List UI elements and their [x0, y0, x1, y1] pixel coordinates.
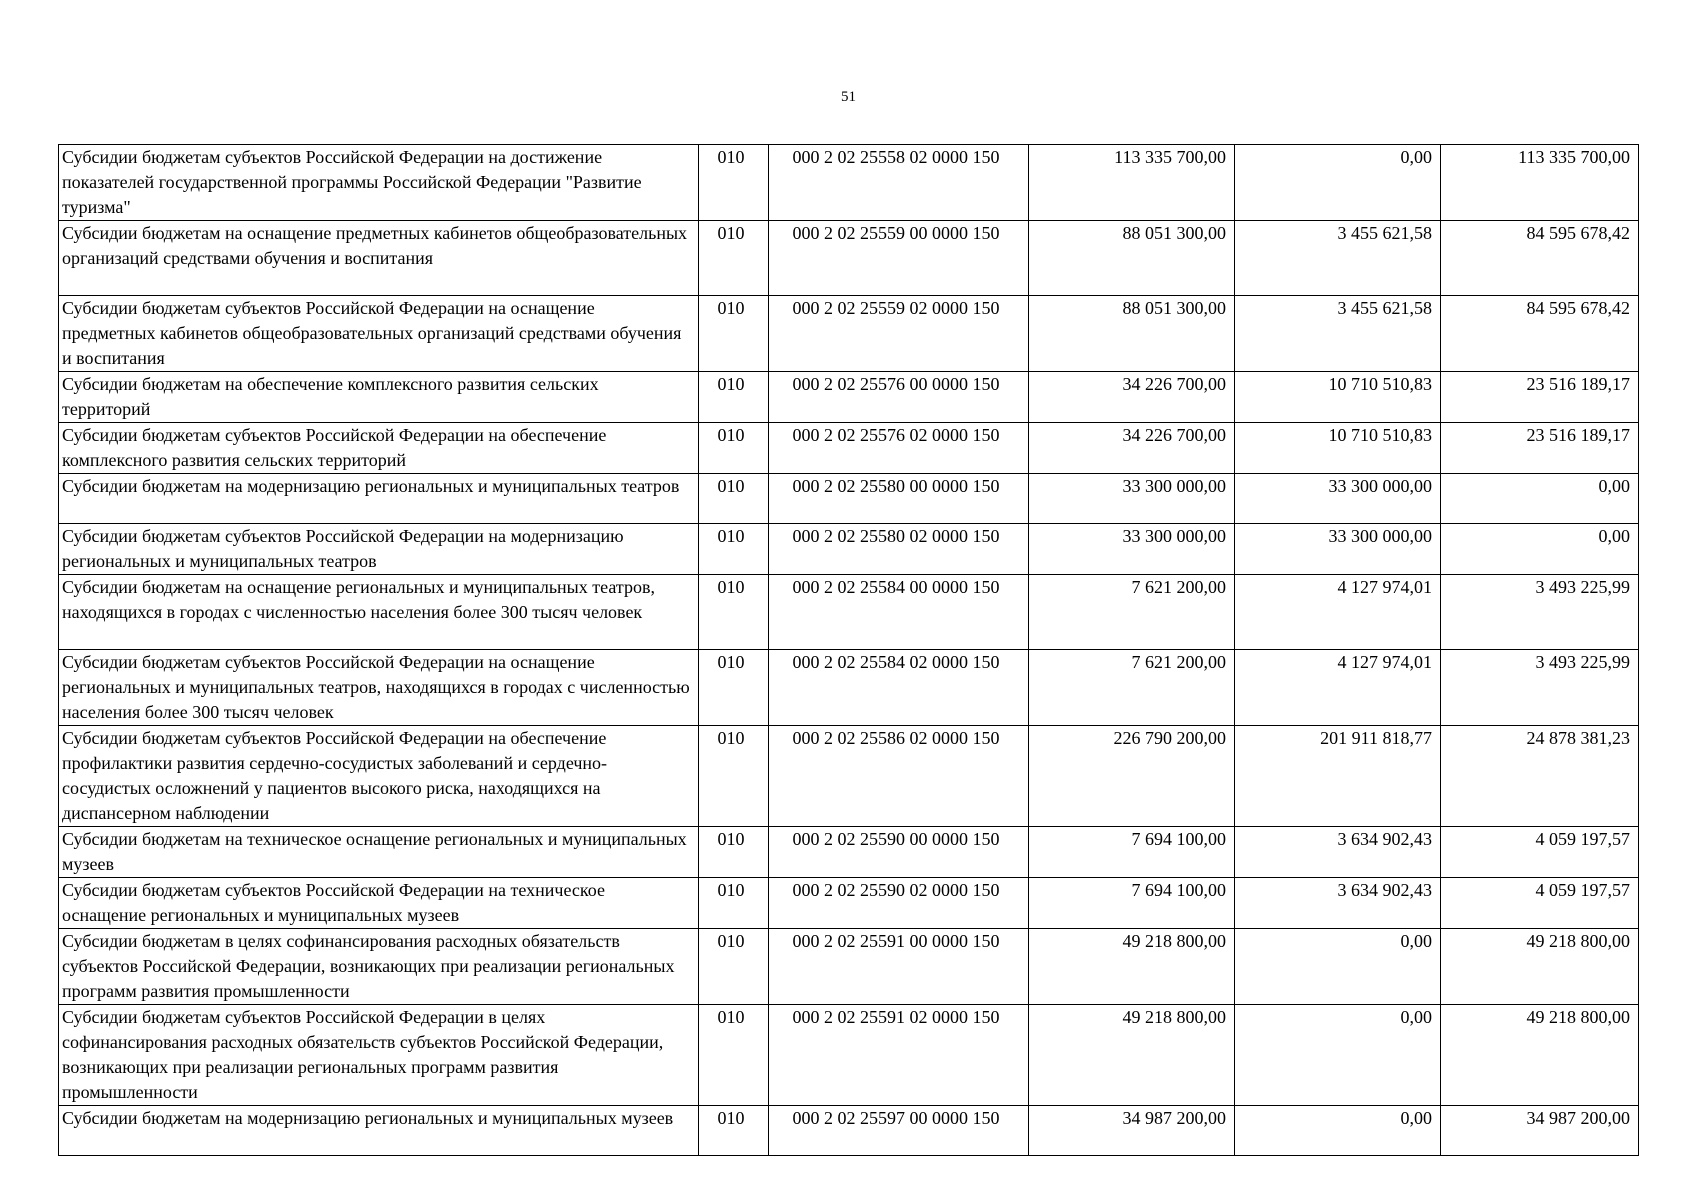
cell-executed: 201 911 818,77	[1235, 726, 1441, 827]
cell-executed: 0,00	[1235, 145, 1441, 221]
cell-unexecuted: 84 595 678,42	[1441, 296, 1639, 372]
cell-budget-code: 000 2 02 25580 02 0000 150	[769, 524, 1029, 575]
cell-unexecuted: 3 493 225,99	[1441, 575, 1639, 650]
cell-executed: 4 127 974,01	[1235, 575, 1441, 650]
table-row	[59, 423, 1639, 474]
cell-approved: 7 621 200,00	[1029, 575, 1235, 650]
table-row	[59, 878, 1639, 929]
table-row	[59, 726, 1639, 827]
cell-approved: 34 987 200,00	[1029, 1106, 1235, 1156]
cell-name: Субсидии бюджетам субъектов Российской Федерации на техническое оснащение региональных и муниципальных музеев	[59, 878, 699, 929]
cell-name: Субсидии бюджетам субъектов Российской Федерации на обеспечение профилактики развития сердечно-сосудистых заболеваний и сердечно-сосудистых осложнений у пациентов высокого риска, находящихся на диспансерном наблюдении	[59, 726, 699, 827]
cell-approved: 113 335 700,00	[1029, 145, 1235, 221]
cell-budget-code: 000 2 02 25580 00 0000 150	[769, 474, 1029, 524]
cell-approved: 88 051 300,00	[1029, 296, 1235, 372]
cell-executed: 33 300 000,00	[1235, 474, 1441, 524]
cell-budget-code: 000 2 02 25586 02 0000 150	[769, 726, 1029, 827]
cell-admin-code: 010	[699, 423, 769, 474]
cell-executed: 4 127 974,01	[1235, 650, 1441, 726]
cell-unexecuted: 0,00	[1441, 524, 1639, 575]
cell-budget-code: 000 2 02 25590 02 0000 150	[769, 878, 1029, 929]
cell-admin-code: 010	[699, 474, 769, 524]
cell-unexecuted: 34 987 200,00	[1441, 1106, 1639, 1156]
cell-admin-code: 010	[699, 524, 769, 575]
cell-name: Субсидии бюджетам на оснащение предметных кабинетов общеобразовательных организаций средствами обучения и воспитания	[59, 221, 699, 296]
table-row	[59, 575, 1639, 650]
cell-name: Субсидии бюджетам на модернизацию региональных и муниципальных театров	[59, 474, 699, 524]
cell-approved: 49 218 800,00	[1029, 1005, 1235, 1106]
cell-admin-code: 010	[699, 221, 769, 296]
cell-executed: 3 455 621,58	[1235, 296, 1441, 372]
budget-table-body	[59, 145, 1639, 1156]
cell-name: Субсидии бюджетам субъектов Российской Федерации на достижение показателей государственной программы Российской Федерации "Развитие туризма"	[59, 145, 699, 221]
cell-name: Субсидии бюджетам на обеспечение комплексного развития сельских территорий	[59, 372, 699, 423]
cell-executed: 0,00	[1235, 929, 1441, 1005]
cell-name: Субсидии бюджетам субъектов Российской Федерации на обеспечение комплексного развития сельских территорий	[59, 423, 699, 474]
cell-approved: 34 226 700,00	[1029, 372, 1235, 423]
cell-name: Субсидии бюджетам субъектов Российской Федерации на оснащение региональных и муниципальных театров, находящихся в городах с численностью населения более 300 тысяч человек	[59, 650, 699, 726]
cell-name: Субсидии бюджетам субъектов Российской Федерации на оснащение предметных кабинетов общеобразовательных организаций средствами обучения и воспитания	[59, 296, 699, 372]
table-row	[59, 221, 1639, 296]
cell-budget-code: 000 2 02 25576 02 0000 150	[769, 423, 1029, 474]
cell-unexecuted: 4 059 197,57	[1441, 827, 1639, 878]
table-row	[59, 372, 1639, 423]
cell-budget-code: 000 2 02 25559 00 0000 150	[769, 221, 1029, 296]
cell-unexecuted: 4 059 197,57	[1441, 878, 1639, 929]
cell-approved: 49 218 800,00	[1029, 929, 1235, 1005]
cell-admin-code: 010	[699, 145, 769, 221]
cell-unexecuted: 113 335 700,00	[1441, 145, 1639, 221]
cell-budget-code: 000 2 02 25558 02 0000 150	[769, 145, 1029, 221]
cell-name: Субсидии бюджетам на оснащение региональных и муниципальных театров, находящихся в городах с численностью населения более 300 тысяч человек	[59, 575, 699, 650]
cell-unexecuted: 84 595 678,42	[1441, 221, 1639, 296]
cell-budget-code: 000 2 02 25591 02 0000 150	[769, 1005, 1029, 1106]
table-row	[59, 650, 1639, 726]
table-row	[59, 1005, 1639, 1106]
cell-unexecuted: 23 516 189,17	[1441, 372, 1639, 423]
cell-unexecuted: 3 493 225,99	[1441, 650, 1639, 726]
cell-name: Субсидии бюджетам в целях софинансирования расходных обязательств субъектов Российской Федерации, возникающих при реализации региональных программ развития промышленности	[59, 929, 699, 1005]
cell-admin-code: 010	[699, 1106, 769, 1156]
cell-approved: 34 226 700,00	[1029, 423, 1235, 474]
cell-admin-code: 010	[699, 1005, 769, 1106]
cell-admin-code: 010	[699, 296, 769, 372]
cell-executed: 3 455 621,58	[1235, 221, 1441, 296]
cell-name: Субсидии бюджетам на модернизацию региональных и муниципальных музеев	[59, 1106, 699, 1156]
cell-approved: 7 694 100,00	[1029, 878, 1235, 929]
cell-unexecuted: 23 516 189,17	[1441, 423, 1639, 474]
cell-budget-code: 000 2 02 25590 00 0000 150	[769, 827, 1029, 878]
budget-table	[58, 144, 1639, 1156]
cell-admin-code: 010	[699, 878, 769, 929]
page-number: 51	[841, 89, 856, 105]
cell-executed: 3 634 902,43	[1235, 878, 1441, 929]
cell-admin-code: 010	[699, 726, 769, 827]
cell-approved: 33 300 000,00	[1029, 524, 1235, 575]
cell-name: Субсидии бюджетам субъектов Российской Федерации в целях софинансирования расходных обязательств субъектов Российской Федерации, возникающих при реализации региональных программ развития промышленности	[59, 1005, 699, 1106]
cell-budget-code: 000 2 02 25576 00 0000 150	[769, 372, 1029, 423]
cell-budget-code: 000 2 02 25584 00 0000 150	[769, 575, 1029, 650]
cell-admin-code: 010	[699, 827, 769, 878]
cell-approved: 7 694 100,00	[1029, 827, 1235, 878]
cell-admin-code: 010	[699, 929, 769, 1005]
table-row	[59, 524, 1639, 575]
table-row	[59, 296, 1639, 372]
cell-name: Субсидии бюджетам субъектов Российской Федерации на модернизацию региональных и муниципальных театров	[59, 524, 699, 575]
cell-executed: 10 710 510,83	[1235, 423, 1441, 474]
cell-approved: 33 300 000,00	[1029, 474, 1235, 524]
cell-unexecuted: 0,00	[1441, 474, 1639, 524]
cell-budget-code: 000 2 02 25559 02 0000 150	[769, 296, 1029, 372]
table-row	[59, 827, 1639, 878]
cell-executed: 33 300 000,00	[1235, 524, 1441, 575]
table-row	[59, 474, 1639, 524]
cell-unexecuted: 24 878 381,23	[1441, 726, 1639, 827]
cell-admin-code: 010	[699, 372, 769, 423]
cell-admin-code: 010	[699, 650, 769, 726]
cell-executed: 0,00	[1235, 1106, 1441, 1156]
cell-unexecuted: 49 218 800,00	[1441, 1005, 1639, 1106]
cell-executed: 10 710 510,83	[1235, 372, 1441, 423]
table-row	[59, 1106, 1639, 1156]
cell-executed: 3 634 902,43	[1235, 827, 1441, 878]
cell-approved: 226 790 200,00	[1029, 726, 1235, 827]
cell-name: Субсидии бюджетам на техническое оснащение региональных и муниципальных музеев	[59, 827, 699, 878]
table-row	[59, 145, 1639, 221]
cell-budget-code: 000 2 02 25591 00 0000 150	[769, 929, 1029, 1005]
cell-approved: 7 621 200,00	[1029, 650, 1235, 726]
cell-executed: 0,00	[1235, 1005, 1441, 1106]
cell-unexecuted: 49 218 800,00	[1441, 929, 1639, 1005]
cell-budget-code: 000 2 02 25584 02 0000 150	[769, 650, 1029, 726]
cell-approved: 88 051 300,00	[1029, 221, 1235, 296]
table-row	[59, 929, 1639, 1005]
cell-budget-code: 000 2 02 25597 00 0000 150	[769, 1106, 1029, 1156]
cell-admin-code: 010	[699, 575, 769, 650]
